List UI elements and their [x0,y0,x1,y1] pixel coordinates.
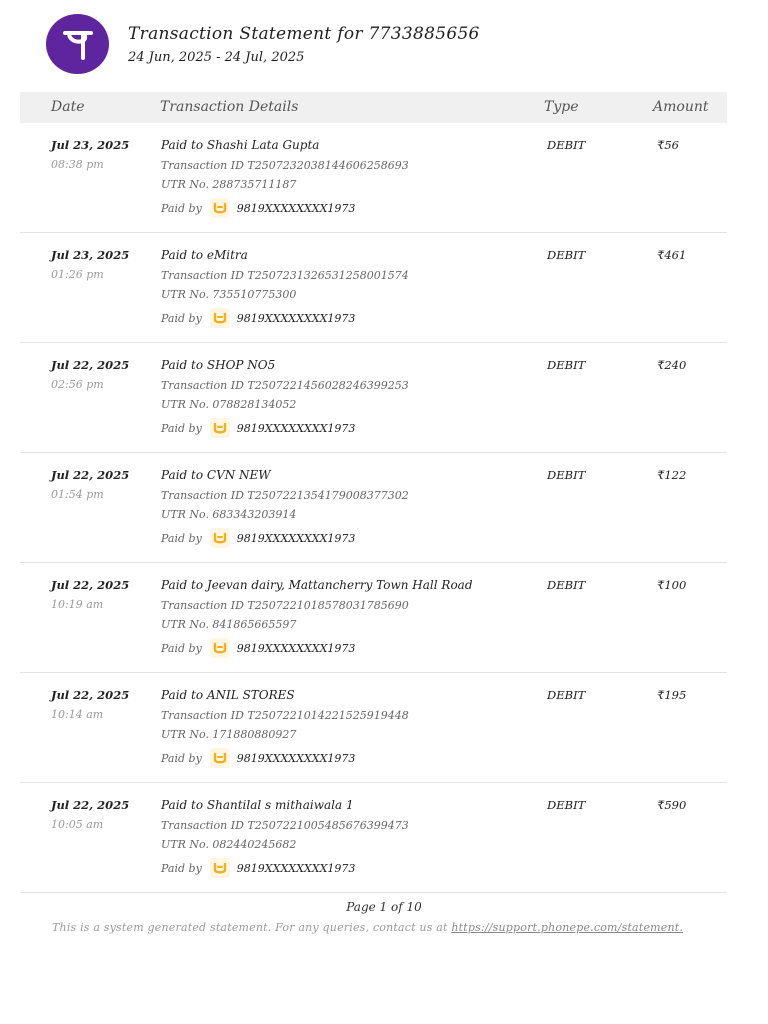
transaction-amount: ₹195 [657,688,687,702]
paid-by-label: Paid by [161,311,202,325]
transaction-amount: ₹461 [657,248,687,262]
transaction-id: Transaction ID T2507221018578031785690 [161,599,409,612]
bank-icon [210,418,230,438]
transaction-id: Transaction ID T2507232038144606258693 [161,159,409,172]
account-number: 9819XXXXXXXX1973 [236,201,356,215]
transaction-date: Jul 23, 2025 [51,138,130,152]
paid-by-label: Paid by [161,421,202,435]
transaction-amount: ₹56 [657,138,679,152]
paid-by-label: Paid by [161,531,202,545]
transaction-date: Jul 22, 2025 [51,578,130,592]
transaction-payee: Paid to CVN NEW [161,468,271,482]
bank-icon [210,198,230,218]
transaction-id: Transaction ID T2507221014221525919448 [161,709,409,722]
transaction-time: 08:38 pm [51,158,104,171]
transaction-date: Jul 22, 2025 [51,688,130,702]
utr-number: UTR No. 735510775300 [161,288,297,301]
transaction-amount: ₹100 [657,578,687,592]
transaction-payee: Paid to Shantilal s mithaiwala 1 [161,798,354,812]
footer-note [52,921,683,934]
page-number: Page 1 of 10 [346,900,422,914]
table-row [20,783,727,893]
transaction-type: DEBIT [547,138,586,152]
transaction-time: 10:19 am [51,598,104,611]
statement-header [46,14,726,76]
transaction-amount: ₹240 [657,358,687,372]
utr-number: UTR No. 683343203914 [161,508,297,521]
paid-by [161,638,355,658]
bank-icon [210,308,230,328]
utr-number: UTR No. 171880880927 [161,728,297,741]
paid-by [161,858,355,878]
utr-number: UTR No. 288735711187 [161,178,297,191]
transaction-payee: Paid to Shashi Lata Gupta [161,138,320,152]
table-header [20,92,727,123]
table-row [20,453,727,563]
paid-by-label: Paid by [161,641,202,655]
transaction-payee: Paid to Jeevan dairy, Mattancherry Town Hall Road [161,578,473,592]
transaction-date: Jul 22, 2025 [51,798,130,812]
utr-number: UTR No. 078828134052 [161,398,297,411]
utr-number: UTR No. 082440245682 [161,838,297,851]
table-row [20,563,727,673]
transaction-type: DEBIT [547,578,586,592]
bank-icon [210,638,230,658]
account-number: 9819XXXXXXXX1973 [236,641,356,655]
table-row [20,343,727,453]
transaction-type: DEBIT [547,468,586,482]
transaction-time: 10:14 am [51,708,104,721]
table-row [20,233,727,343]
support-link[interactable]: https://support.phonepe.com/statement. [451,921,684,934]
transaction-type: DEBIT [547,358,586,372]
transaction-id: Transaction ID T2507221354179008377302 [161,489,409,502]
transaction-time: 01:54 pm [51,488,104,501]
account-number: 9819XXXXXXXX1973 [236,421,356,435]
transaction-payee: Paid to eMitra [161,248,248,262]
transaction-amount: ₹590 [657,798,687,812]
account-number: 9819XXXXXXXX1973 [236,751,356,765]
transaction-date: Jul 23, 2025 [51,248,130,262]
transaction-payee: Paid to ANIL STORES [161,688,295,702]
account-number: 9819XXXXXXXX1973 [236,861,356,875]
table-row [20,123,727,233]
bank-icon [210,528,230,548]
transaction-id: Transaction ID T2507221456028246399253 [161,379,409,392]
transaction-id: Transaction ID T2507221005485676399473 [161,819,409,832]
transaction-type: DEBIT [547,248,586,262]
transaction-date: Jul 22, 2025 [51,358,130,372]
paid-by-label: Paid by [161,751,202,765]
paid-by [161,198,355,218]
column-header-date: Date [51,99,85,115]
account-number: 9819XXXXXXXX1973 [236,531,356,545]
transaction-time: 02:56 pm [51,378,104,391]
account-number: 9819XXXXXXXX1973 [236,311,356,325]
footer-note-text: This is a system generated statement. For any queries, contact us at [52,921,448,934]
transaction-id: Transaction ID T2507231326531258001574 [161,269,409,282]
column-header-amount: Amount [653,99,709,115]
paid-by [161,748,355,768]
bank-icon [210,858,230,878]
paid-by-label: Paid by [161,201,202,215]
phonepe-logo-icon [46,14,109,74]
transaction-date: Jul 22, 2025 [51,468,130,482]
utr-number: UTR No. 841865665597 [161,618,297,631]
transaction-payee: Paid to SHOP NO5 [161,358,276,372]
statement-date-range: 24 Jun, 2025 - 24 Jul, 2025 [128,50,305,65]
transaction-amount: ₹122 [657,468,687,482]
column-header-type: Type [544,99,579,115]
transaction-time: 10:05 am [51,818,104,831]
paid-by-label: Paid by [161,861,202,875]
statement-title: Transaction Statement for 7733885656 [128,24,480,44]
paid-by [161,308,355,328]
column-header-details: Transaction Details [160,99,299,115]
table-row [20,673,727,783]
transaction-type: DEBIT [547,798,586,812]
transaction-type: DEBIT [547,688,586,702]
paid-by [161,528,355,548]
transaction-list [20,123,727,893]
transaction-time: 01:26 pm [51,268,104,281]
paid-by [161,418,355,438]
bank-icon [210,748,230,768]
